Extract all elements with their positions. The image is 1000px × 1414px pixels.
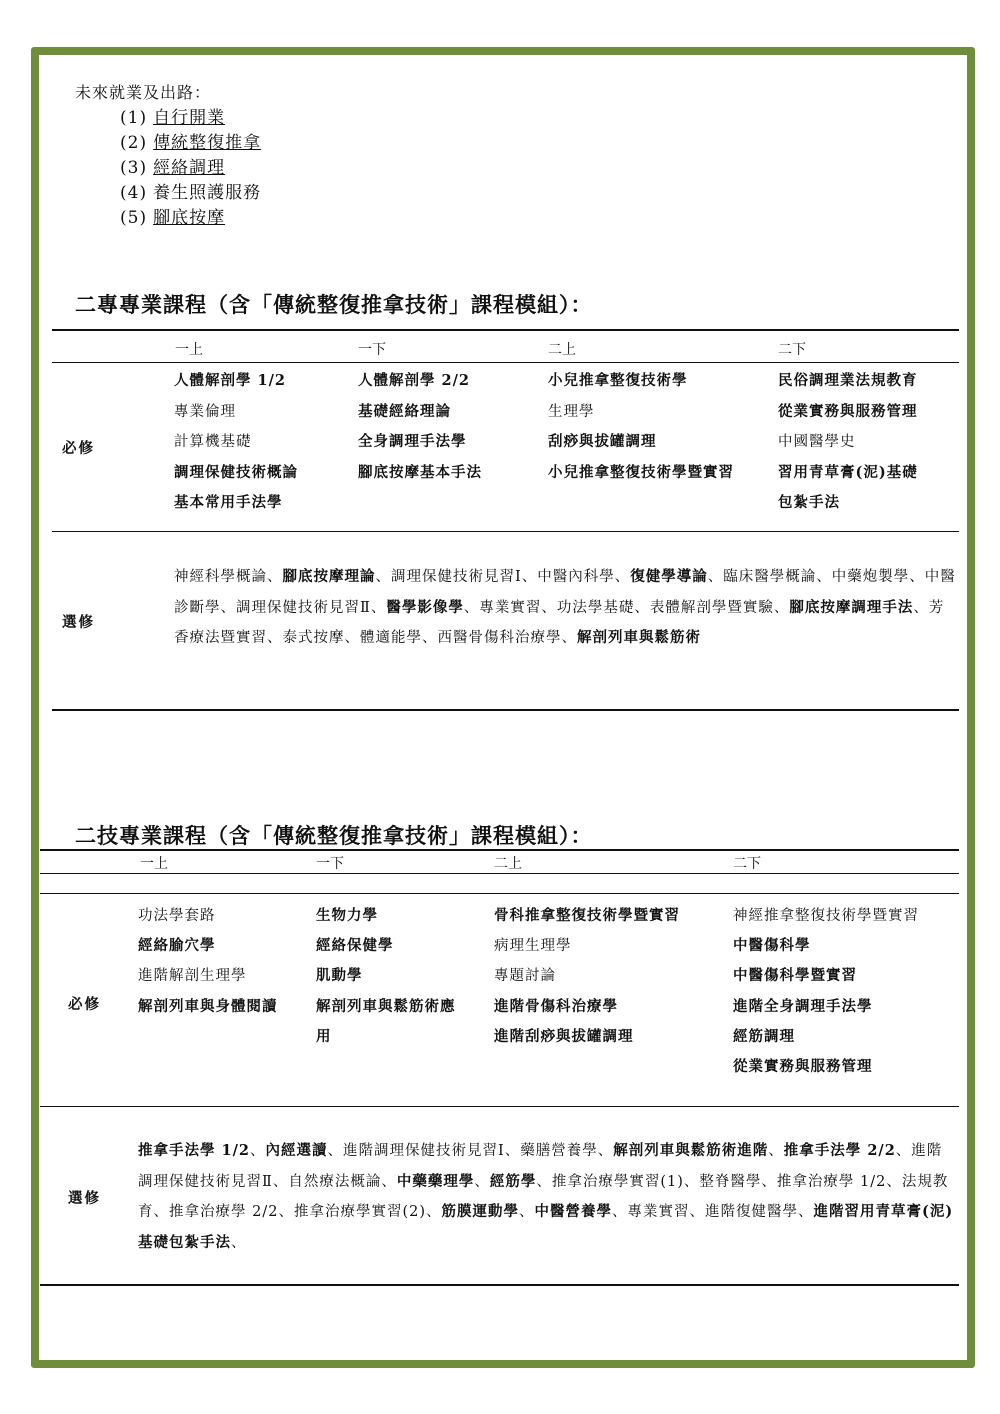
two-year-header-2: 一下 — [358, 342, 386, 358]
two-tech-elective-text: 進階習用青草膏(泥)基礎包紮手法 — [138, 1203, 954, 1251]
careers-list — [75, 106, 261, 231]
two-tech-required-course: 經筋調理 — [733, 1027, 795, 1045]
two-tech-elective-text: 推拿手法學 1/2 — [138, 1142, 251, 1159]
two-tech-elective-text: 、推拿治療學實習(1)、整脊醫學、推拿治療學 1/2、法規教育、推拿治療學 2/2、推拿治療學實習(2)、 — [138, 1173, 949, 1220]
two-year-required-course: 小兒推拿整復技術學暨實習 — [548, 463, 734, 481]
two-year-elective-text: 、專業實習、功法學基礎、表體解剖學暨實驗、 — [463, 599, 790, 616]
careers-section — [75, 80, 261, 231]
two-year-required-course: 生理學 — [548, 403, 595, 420]
table-rule — [52, 709, 959, 711]
two-tech-required-course: 解剖列車與鬆筋術應 — [316, 997, 456, 1015]
two-tech-required-course: 進階骨傷科治療學 — [494, 997, 618, 1015]
table-rule — [52, 362, 959, 363]
careers-heading: 未來就業及出路： — [75, 83, 212, 102]
two-year-header-4: 二下 — [778, 342, 806, 358]
two-tech-elective-text: 經筋學 — [489, 1172, 537, 1190]
two-tech-required-course: 生物力學 — [316, 907, 378, 924]
two-tech-header-3: 二上 — [494, 856, 522, 872]
two-year-required-course: 刮痧與拔罐調理 — [548, 433, 657, 450]
career-item — [120, 181, 261, 206]
two-tech-required-course: 從業實務與服務管理 — [733, 1058, 873, 1075]
table-rule — [40, 1106, 959, 1107]
two-tech-elective-text: 中醫營養學 — [534, 1203, 612, 1220]
two-tech-required-course: 中醫傷科學暨實習 — [733, 967, 857, 985]
two-year-required-course: 調理保健技術概論 — [174, 463, 298, 481]
two-year-required-course: 民俗調理業法規教育 — [778, 372, 918, 389]
two-year-elective-text: 解剖列車與鬆筋術 — [577, 629, 701, 646]
two-year-required-course: 中國醫學史 — [778, 434, 856, 450]
career-item — [120, 131, 261, 156]
two-year-elective-text: 腳底按摩理論 — [282, 568, 376, 585]
two-tech-elective-text: 、 — [768, 1143, 784, 1159]
career-item-number: (1) — [120, 108, 148, 128]
two-tech-required-course: 解剖列車與身體閱讀 — [138, 997, 278, 1015]
two-year-required-course: 專業倫理 — [174, 403, 236, 420]
table-rule — [40, 1284, 959, 1286]
career-item — [120, 106, 261, 131]
career-item-label: 腳底按摩 — [153, 208, 226, 228]
table-rule — [52, 329, 959, 331]
two-year-required-course: 全身調理手法學 — [358, 433, 467, 450]
two-year-required-course: 人體解剖學 2/2 — [358, 372, 471, 389]
two-tech-required-course: 專題討論 — [494, 968, 556, 985]
two-year-required-course: 基礎經絡理論 — [358, 402, 451, 420]
two-tech-required-course: 進階全身調理手法學 — [733, 997, 873, 1015]
career-item-label: 傳統整復推拿 — [153, 133, 262, 153]
two-tech-header-4: 二下 — [733, 856, 761, 872]
two-year-required-course: 從業實務與服務管理 — [778, 402, 918, 420]
career-item-label: 經絡調理 — [153, 158, 226, 178]
two-tech-elective-text: 、進階調理保健技術見習Ⅱ、自然療法概論、 — [138, 1143, 943, 1190]
table-rule — [40, 873, 959, 874]
two-tech-required-course: 經絡腧穴學 — [138, 937, 216, 955]
two-tech-required-course: 進階刮痧與拔罐調理 — [494, 1027, 634, 1045]
two-year-header-3: 二上 — [548, 342, 576, 358]
two-tech-elective-text: 中藥藥理學 — [396, 1172, 475, 1190]
career-item-number: (4) — [120, 183, 148, 203]
two-tech-elective-text: 、進階調理保健技術見習Ⅰ、藥膳營養學、 — [327, 1143, 614, 1159]
two-year-elective-list — [174, 562, 959, 654]
two-tech-required-course: 進階解剖生理學 — [138, 968, 247, 985]
two-tech-elective-text: 解剖列車與鬆筋術進階 — [613, 1142, 769, 1159]
two-year-elective-text: 、芳香療法暨實習、泰式按摩、體適能學、西醫骨傷科治療學、 — [174, 599, 945, 646]
two-tech-elective-text: 、 — [518, 1204, 535, 1220]
two-tech-title: 二技專業課程（含「傳統整復推拿技術」課程模組）： — [75, 823, 593, 848]
two-year-elective-text: 、臨床醫學概論、中藥炮製學、中醫診斷學、調理保健技術見習Ⅱ、 — [174, 569, 956, 616]
two-year-required-course: 習用青草膏(泥)基礎 — [778, 463, 918, 481]
two-tech-required-label: 必修 — [68, 996, 101, 1013]
two-tech-required-course: 骨科推拿整復技術學暨實習 — [494, 907, 680, 924]
career-item-label: 自行開業 — [153, 108, 226, 128]
two-year-required-course: 計算機基礎 — [174, 434, 252, 450]
two-tech-elective-text: 、 — [474, 1173, 490, 1190]
two-tech-elective-text: 推拿手法學 2/2 — [783, 1142, 896, 1159]
two-tech-required-course: 中醫傷科學 — [733, 937, 811, 955]
career-item-number: (3) — [120, 158, 148, 178]
two-year-elective-label: 選修 — [62, 614, 95, 631]
two-tech-elective-text: 、專業實習、進階復健醫學、 — [611, 1204, 814, 1220]
two-tech-elective-text: 內經選讀 — [265, 1142, 328, 1159]
two-tech-required-course: 用 — [316, 1027, 332, 1045]
two-year-required-course: 人體解剖學 1/2 — [174, 372, 287, 389]
career-item-number: (5) — [120, 208, 148, 228]
two-year-elective-text: 醫學影像學 — [386, 598, 464, 616]
two-tech-elective-text: 、 — [231, 1234, 247, 1251]
two-year-required-label: 必修 — [62, 440, 95, 457]
two-year-required-course: 小兒推拿整復技術學 — [548, 372, 688, 389]
two-year-required-course: 腳底按摩基本手法 — [358, 463, 482, 481]
two-tech-required-course: 神經推拿整復技術學暨實習 — [733, 908, 919, 924]
two-tech-elective-text: 、 — [250, 1143, 266, 1159]
two-year-required-course: 包紮手法 — [778, 494, 840, 511]
two-tech-elective-label: 選修 — [68, 1190, 101, 1207]
two-tech-elective-text: 筋膜運動學 — [441, 1203, 519, 1220]
two-tech-elective-list — [138, 1136, 956, 1258]
two-year-required-course: 基本常用手法學 — [174, 494, 283, 511]
career-item-label: 養生照護服務 — [153, 183, 262, 203]
two-tech-required-course: 經絡保健學 — [316, 937, 394, 955]
two-year-elective-text: 神經科學概論、 — [174, 569, 283, 585]
two-tech-header-1: 一上 — [140, 856, 168, 872]
two-year-elective-text: 、調理保健技術見習Ⅰ、中醫內科學、 — [375, 569, 631, 585]
two-year-header-1: 一上 — [175, 342, 203, 358]
two-year-elective-text: 腳底按摩調理手法 — [789, 598, 914, 616]
table-rule — [40, 849, 959, 851]
two-tech-required-course: 功法學套路 — [138, 908, 216, 924]
two-tech-required-course: 病理生理學 — [494, 938, 572, 955]
table-rule — [52, 531, 959, 532]
two-tech-required-course: 肌動學 — [316, 967, 363, 985]
two-tech-header-2: 一下 — [316, 856, 344, 872]
two-year-elective-text: 復健學導論 — [630, 568, 708, 585]
career-item — [120, 206, 261, 231]
table-rule — [40, 893, 959, 894]
two-year-title: 二專專業課程（含「傳統整復推拿技術」課程模組）： — [75, 292, 593, 317]
career-item — [120, 156, 261, 181]
career-item-number: (2) — [120, 133, 148, 153]
